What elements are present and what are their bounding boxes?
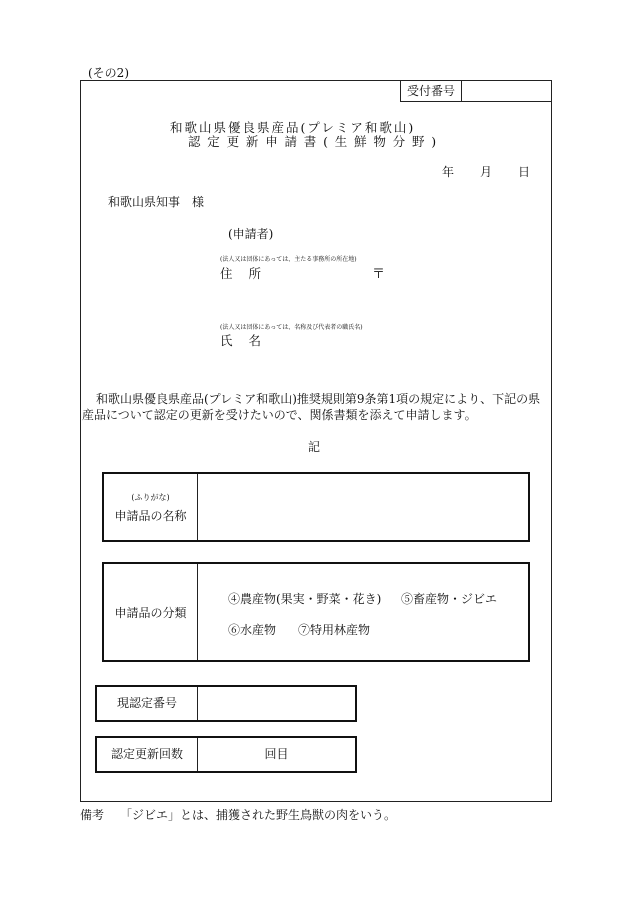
- remark-text: 「ジビエ」とは、捕獲された野生鳥獣の肉をいう。: [120, 808, 397, 822]
- date-line: [442, 163, 530, 180]
- current-cert-number-box: [95, 685, 357, 722]
- receipt-number-label: 受付番号: [401, 81, 462, 101]
- renewal-count-label: 認定更新回数: [97, 738, 198, 771]
- form-title-line1: 和歌山県優良県産品(プレミア和歌山): [170, 120, 416, 135]
- renewal-count-box: [95, 736, 357, 773]
- address-note: (法人又は団体にあっては、主たる事務所の所在地): [220, 256, 357, 263]
- category-option-fishery[interactable]: ⑥水産物: [228, 623, 277, 637]
- ki-heading: 記: [308, 440, 321, 454]
- date-year-label: 年: [442, 165, 455, 179]
- renewal-count-unit: 回目: [264, 747, 289, 761]
- date-day-label: 日: [518, 165, 531, 179]
- remark-label: 備考: [80, 808, 105, 822]
- application-body-text: 和歌山県優良県産品(プレミア和歌山)推奨規則第9条第1項の規定により、下記の県産品について認定の更新を受けたいので、関係書類を添えて申請します。: [82, 392, 541, 422]
- date-month-label: 月: [480, 165, 493, 179]
- address-label: 住所: [220, 266, 278, 281]
- category-option-livestock[interactable]: ⑤畜産物・ジビエ: [401, 592, 498, 606]
- form-title-line2: 認定更新申請書(生鮮物分野): [188, 134, 443, 149]
- category-box: [102, 562, 530, 662]
- product-name-label-cell: [104, 474, 198, 540]
- category-label: 申請品の分類: [114, 606, 187, 620]
- product-name-label: 申請品の名称: [114, 509, 187, 523]
- current-cert-number-label: 現認定番号: [97, 687, 198, 720]
- receipt-number-box: [400, 81, 551, 102]
- category-option-forestry[interactable]: ⑦特用林産物: [298, 623, 371, 637]
- product-name-box: [102, 472, 530, 542]
- category-option-agriculture[interactable]: ④農産物(果実・野菜・花き): [228, 592, 382, 606]
- renewal-count-field[interactable]: [198, 738, 355, 771]
- furigana-label: (ふりがな): [131, 493, 170, 502]
- name-label: 氏名: [220, 333, 278, 348]
- name-note: (法人又は団体にあっては、名称及び代表者の職氏名): [220, 324, 363, 331]
- remark: [80, 806, 396, 823]
- applicant-heading: (申請者): [228, 227, 274, 241]
- form-part-label: (その2): [88, 66, 129, 80]
- category-label-cell: [104, 564, 198, 660]
- postal-mark: 〒: [372, 267, 386, 282]
- receipt-number-field[interactable]: [462, 81, 551, 101]
- product-name-field[interactable]: [199, 474, 528, 540]
- current-cert-number-field[interactable]: [199, 687, 355, 720]
- addressee: 和歌山県知事 様: [108, 195, 205, 209]
